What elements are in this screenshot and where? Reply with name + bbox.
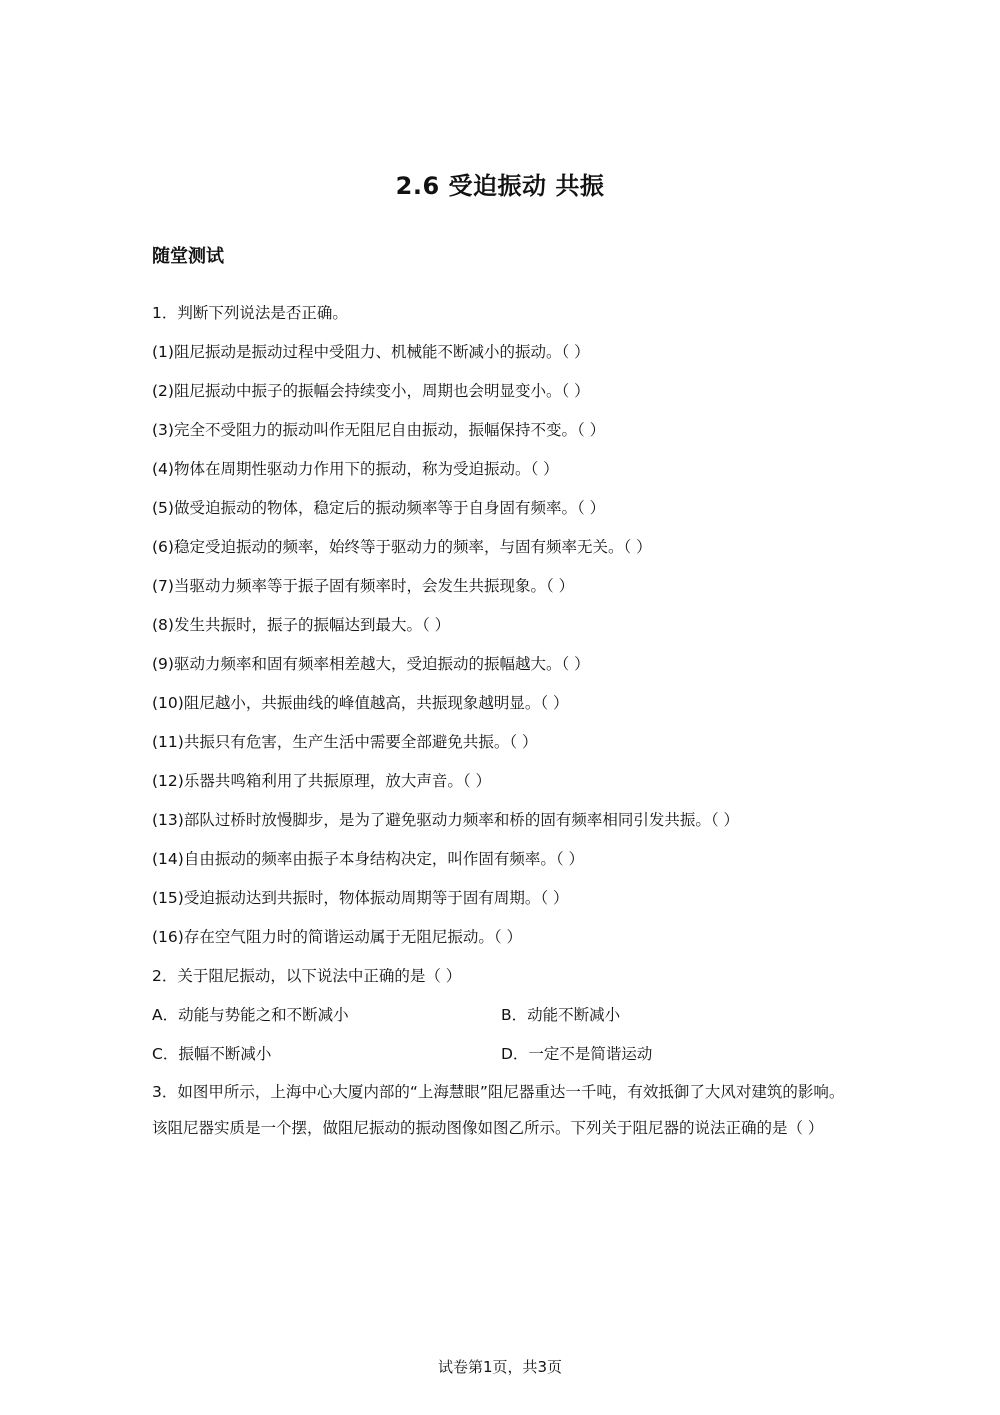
judgment-item: (16)存在空气阻力时的简谐运动属于无阻尼振动。（ ）	[152, 928, 522, 946]
document-title: 2.6 受迫振动 共振	[395, 172, 605, 200]
judgment-item: (12)乐器共鸣箱利用了共振原理，放大声音。（ ）	[152, 772, 491, 790]
section-title: 随堂测试	[152, 246, 224, 267]
judgment-item: (7)当驱动力频率等于振子固有频率时，会发生共振现象。（ ）	[152, 577, 575, 595]
judgment-item: (5)做受迫振动的物体，稳定后的振动频率等于自身固有频率。（ ）	[152, 499, 606, 517]
judgment-item: (8)发生共振时，振子的振幅达到最大。（ ）	[152, 616, 451, 634]
judgment-item: (1)阻尼振动是振动过程中受阻力、机械能不断减小的振动。（ ）	[152, 343, 590, 361]
judgment-item: (10)阻尼越小，共振曲线的峰值越高，共振现象越明显。（ ）	[152, 694, 569, 712]
option-d: D．一定不是简谐运动	[501, 1045, 653, 1063]
question-content	[152, 294, 852, 1146]
judgment-item: (3)完全不受阻力的振动叫作无阻尼自由振动，振幅保持不变。（ ）	[152, 421, 606, 439]
question-2-stem: 2．关于阻尼振动，以下说法中正确的是（ ）	[152, 967, 462, 985]
page-footer: 试卷第1页，共3页	[437, 1358, 563, 1376]
option-c: C．振幅不断减小	[152, 1045, 272, 1063]
question-2-options-row-1	[152, 996, 852, 1035]
option-a: A．动能与势能之和不断减小	[152, 1006, 349, 1024]
question-2-options-row-2	[152, 1035, 852, 1074]
judgment-item: (4)物体在周期性驱动力作用下的振动，称为受迫振动。（ ）	[152, 460, 559, 478]
question-1-stem: 1．判断下列说法是否正确。	[152, 304, 348, 322]
judgment-item: (6)稳定受迫振动的频率，始终等于驱动力的频率，与固有频率无关。（ ）	[152, 538, 652, 556]
judgment-item: (11)共振只有危害，生产生活中需要全部避免共振。（ ）	[152, 733, 538, 751]
judgment-item: (9)驱动力频率和固有频率相差越大，受迫振动的振幅越大。（ ）	[152, 655, 590, 673]
option-b: B．动能不断减小	[501, 1006, 621, 1024]
judgment-item: (2)阻尼振动中振子的振幅会持续变小，周期也会明显变小。（ ）	[152, 382, 590, 400]
judgment-item: (15)受迫振动达到共振时，物体振动周期等于固有周期。（ ）	[152, 889, 569, 907]
question-3-stem: 3．如图甲所示，上海中心大厦内部的“上海慧眼”阻尼器重达一千吨，有效抵御了大风对建筑的影响。该阻尼器实质是一个摆，做阻尼振动的振动图像如图乙所示。下列关于阻尼器的说法正确的是（ ）	[152, 1083, 845, 1137]
judgment-item: (14)自由振动的频率由振子本身结构决定，叫作固有频率。（ ）	[152, 850, 584, 868]
judgment-item: (13)部队过桥时放慢脚步，是为了避免驱动力频率和桥的固有频率相同引发共振。（ ）	[152, 811, 739, 829]
